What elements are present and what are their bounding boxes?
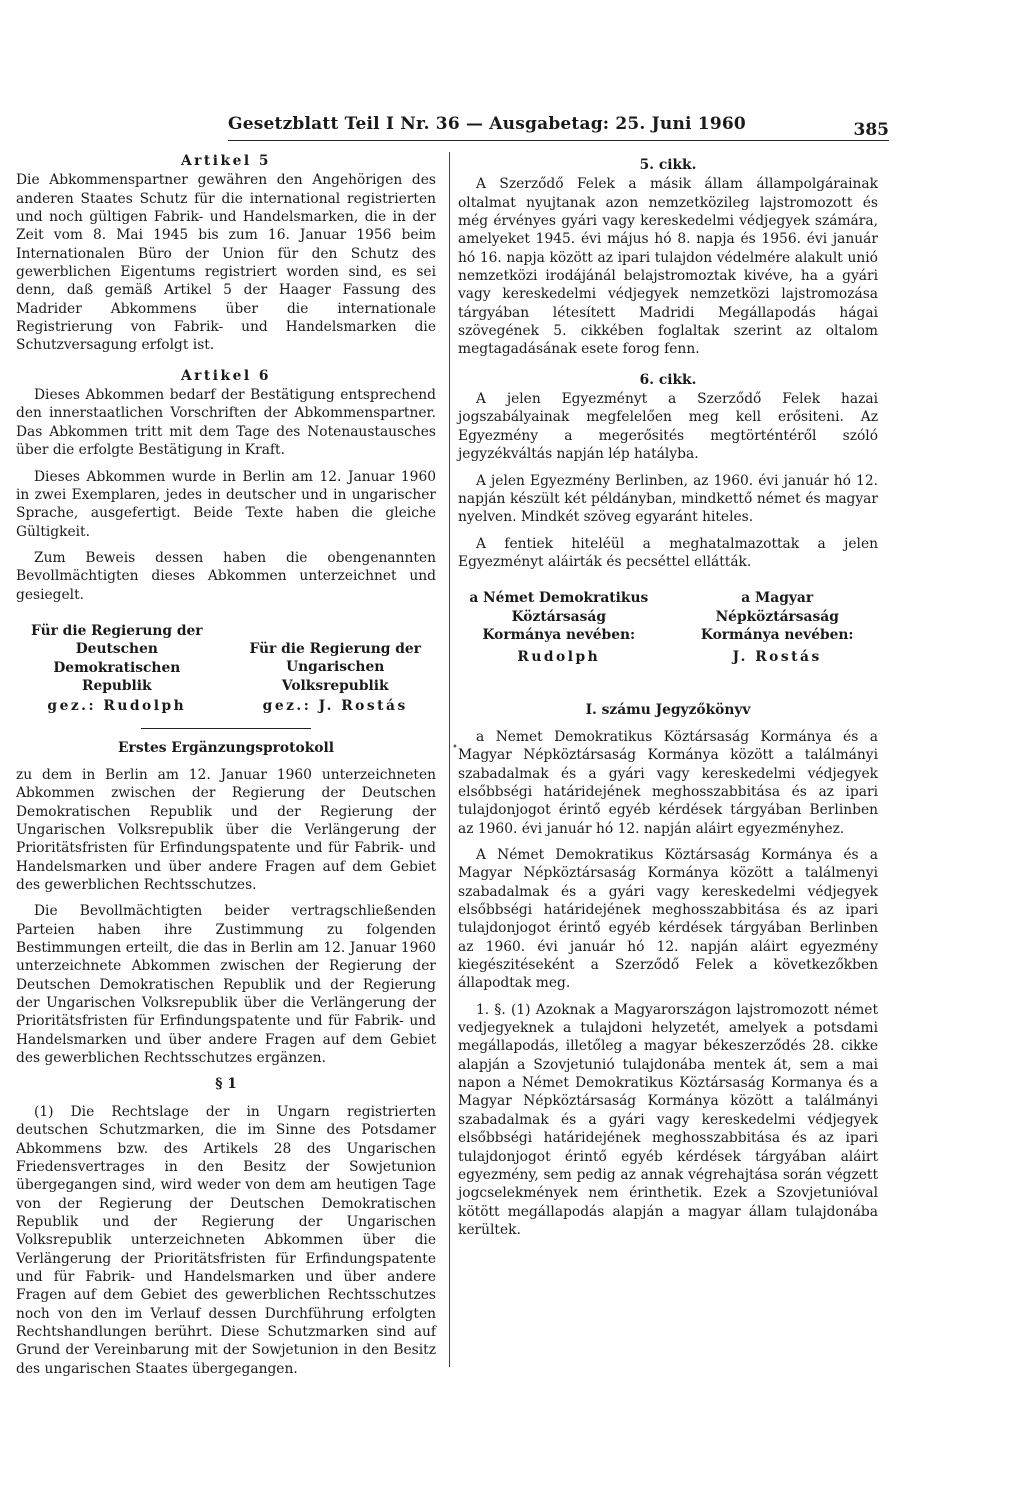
signature-ddr-name: gez.: Rudolph — [47, 698, 187, 715]
signature-ddr-line1: Für die Regierung der — [31, 622, 203, 639]
jegyzokonyv-paragraph-1: a Nemet Demokratikus Köztársaság Kormánya és a Magyar Népköztársaság Kormánya között a találmányi szabadalmak és a gyári vagy kereskedelmi védjegyek elsőbbségi határidejének meghosszabbitása és az ipari tulajdonjogot érintő egyéb kérdések tárgyában Berlinben az 1960. évi január hó 12. napján aláirt egyezményhez. — [458, 728, 878, 837]
article-6-paragraph-3: Zum Beweis dessen haben die obengenannten Bevollmächtigten dieses Abkommen unterzeichnet und gesiegelt. — [16, 549, 436, 603]
cikk-5-text: A Szerződő Felek a másik állam állampolgárainak oltalmat nyujtanak azon nemzetközileg lajstromozott és még érvényes gyári vagy kereskedelmi védjegyek számára, amelyeket 1945. évi május hó 8. napja és 1956. évi január hó 16. napja között az ipari tulajdon védelmére alakult unió nemzetközi irodájánál belajstromoztak kivéve, ha a gyári vagy kereskedelmi védjegyek nemzetközi lajstromozása tárgyában létesített Madridi Megállapodás hágai szövegének 5. cikkében foglaltak szerint az oltalom megtagadásának esete forog fenn. — [458, 176, 878, 358]
alairas-nemet — [458, 589, 660, 666]
alairas-nemet-line3: Kormánya nevében: — [482, 626, 636, 643]
section-1-heading: § 1 — [215, 1076, 237, 1093]
cikk-6-paragraph-1: A jelen Egyezményt a Szerződő Felek hazai jogszabályainak megfelelően meg kell erősiteni. Az Egyezmény a megerősités megtörténtéről szóló jegyzékváltás napján lép hatályba. — [458, 391, 878, 463]
paragraph-1-text: 1. §. (1) Azoknak a Magyarországon lajstromozott német vedjegyeknek a tulajdoni helyzetét, amelyek a potsdami megállapodás, illetőleg a magyar békeszerződés 28. cikke alapján a Szovjetunió tulajdonába mentek át, sem a mai napon a Német Demokratikus Köztársaság Kormanya és a Magyar Népköztársaság Kormánya között a találmányi szabadalmak és a gyári vagy kereskedelmi védjegyek elsőbbségi határidejének meghosszabbitása és az ipari tulajdonjogot érintő egyéb kérdések tárgyában aláirt egyezmény, sem pedig az annak végrehajtása során végzett jogcselekmények nem érinthetik. Ezek a Szovjetunióval kötött megállapodás alapján a magyar állam tulajdonába kerültek. — [458, 1001, 878, 1238]
signature-hungary-line2: Ungarischen Volksrepublik — [281, 659, 389, 694]
article-6-paragraph-1: Dieses Abkommen bedarf der Bestätigung entsprechend den innerstaatlichen Vorschriften der Abkommenspartner. Das Abkommen tritt mit dem Tage des Notenaustausches über die erfolgte Bestätigung in Kraft. — [16, 387, 436, 459]
page-number: 385 — [853, 120, 889, 140]
alairas-magyar-line2: Népköztársaság — [715, 608, 839, 625]
hungarian-column — [458, 156, 878, 1239]
german-signatures — [16, 622, 436, 716]
alairas-nemet-line2: Köztársaság — [511, 608, 606, 625]
alairas-nemet-line1: a Német Demokratikus — [469, 590, 649, 607]
protocol-heading: Erstes Ergänzungsprotokoll — [118, 739, 334, 756]
cikk-6-paragraph-3: A fentiek hiteléül a meghatalmazottak a jelen Egyezményt aláirták és pecséttel ellátták. — [458, 535, 878, 570]
signature-hungary-line1: Für die Regierung der — [249, 640, 421, 657]
alairas-nemet-name: Rudolph — [517, 649, 601, 666]
cikk-6-paragraph-2: A jelen Egyezmény Berlinben, az 1960. évi január hó 12. napján készült két példányban, mindkettő német és magyar nyelven. Mindkét szöveg egyaránt hiteles. — [458, 472, 878, 526]
column-divider — [449, 152, 450, 1367]
alairas-magyar-line1: a Magyar — [741, 590, 814, 607]
german-column — [16, 152, 436, 1378]
signature-ddr — [16, 622, 218, 716]
signature-hungary — [234, 622, 436, 716]
signature-ddr-line3: Republik — [81, 677, 152, 694]
article-6-paragraph-2: Dieses Abkommen wurde in Berlin am 12. Januar 1960 in zwei Exemplaren, jedes in deutscher und in ungarischer Sprache, ausgefertigt. Beide Texte haben die gleiche Gültigkeit. — [16, 468, 436, 540]
alairas-magyar-line3: Kormánya nevében: — [700, 626, 854, 643]
article-6-heading: Artikel 6 — [180, 367, 272, 384]
hungarian-signatures — [458, 589, 878, 666]
protocol-paragraph-2: Die Bevollmächtigten beider vertragschließenden Parteien haben ihre Zustimmung zu folgenden Bestimmungen erteilt, die das in Berlin am 12. Januar 1960 unterzeichnete Abkommen zwischen der Regierung der Deutschen Demokratischen Republik und der Regierung der Ungarischen Volksrepublik über die Verlängerung der Prioritätsfristen für Erfindungspatente und für Fabrik- und Handelsmarken und über andere Fragen auf dem Gebiet des gewerblichen Rechtsschutzes ergänzen. — [16, 903, 436, 1067]
signature-ddr-line2: Deutschen Demokratischen — [53, 641, 181, 676]
margin-dot: • — [452, 742, 458, 753]
jegyzokonyv-paragraph-2: A Német Demokratikus Köztársaság Kormánya és a Magyar Népköztársaság Kormánya között a találmenyi szabadalmak és a gyári vagy kereskedelmi védjegyek elsőbbségi határidejének meghosszabbitása és az ipari tulajdonjogot érintő egyéb kérdések tárgyában Berlinben az 1960. évi január hó 12. napján aláirt egyezmény kiegészitéseként a Szerződő Felek a következőkben állapodtak meg. — [458, 847, 878, 992]
protocol-paragraph-1: zu dem in Berlin am 12. Januar 1960 unterzeichneten Abkommen zwischen der Regierung der Deutschen Demokratischen Republik und der Regierung der Ungarischen Volksrepublik über die Verlängerung der Prioritätsfristen für Erfindungspatente und für Fabrik- und Handelsmarken und über andere Fragen auf dem Gebiet des gewerblichen Rechtsschutzes. — [16, 766, 436, 894]
alairas-magyar — [676, 589, 878, 666]
page-header — [228, 112, 889, 142]
header-rule — [228, 140, 889, 141]
section-1-text: (1) Die Rechtslage der in Ungarn registrierten deutschen Schutzmarken, die im Sinne des Potsdamer Abkommens bzw. des Artikels 28 des Ungarischen Friedensvertrages in den Besitz der Sowjetunion übergegangen sind, wird weder von dem am heutigen Tage von der Regierung der Deutschen Demokratischen Republik und der Regierung der Ungarischen Volksrepublik unterzeichneten Abkommen über die Verlängerung der Prioritätsfristen für Erfindungspatente und für Fabrik- und Handelsmarken und über andere Fragen auf dem Gebiet des gewerblichen Rechtsschutzes noch von den im Verlauf dessen Durchführung erfolgten Rechtshandlungen berührt. Diese Schutzmarken sind auf Grund der Vereinbarung mit der Sowjetunion in den Besitz des ungarischen Staates übergegangen. — [16, 1103, 436, 1377]
cikk-5-heading: 5. cikk. — [639, 157, 697, 173]
section-rule — [141, 728, 311, 729]
jegyzokonyv-heading: I. számu Jegyzőkönyv — [585, 701, 751, 718]
article-5-text: Die Abkommenspartner gewähren den Angehörigen des anderen Staates Schutz für die international registrierten und noch gültigen Fabrik- und Handelsmarken, die in der Zeit vom 8. Mai 1945 bis zum 16. Januar 1956 beim Internationalen Büro der Union für den Schutz des gewerblichen Eigentums registriert worden sind, es sei denn, daß gemäß Artikel 5 der Haager Fassung des Madrider Abkommens über die internationale Registrierung von Fabrik- und Handelsmarken die Schutzversagung erfolgt ist. — [16, 172, 436, 354]
cikk-6-heading: 6. cikk. — [639, 371, 697, 388]
article-5-heading: Artikel 5 — [180, 153, 272, 169]
gazette-title: Gesetzblatt Teil I Nr. 36 — Ausgabetag: 25. Juni 1960 — [228, 114, 746, 134]
signature-hungary-name: gez.: J. Rostás — [262, 697, 408, 714]
alairas-magyar-name: J. Rostás — [732, 649, 822, 666]
